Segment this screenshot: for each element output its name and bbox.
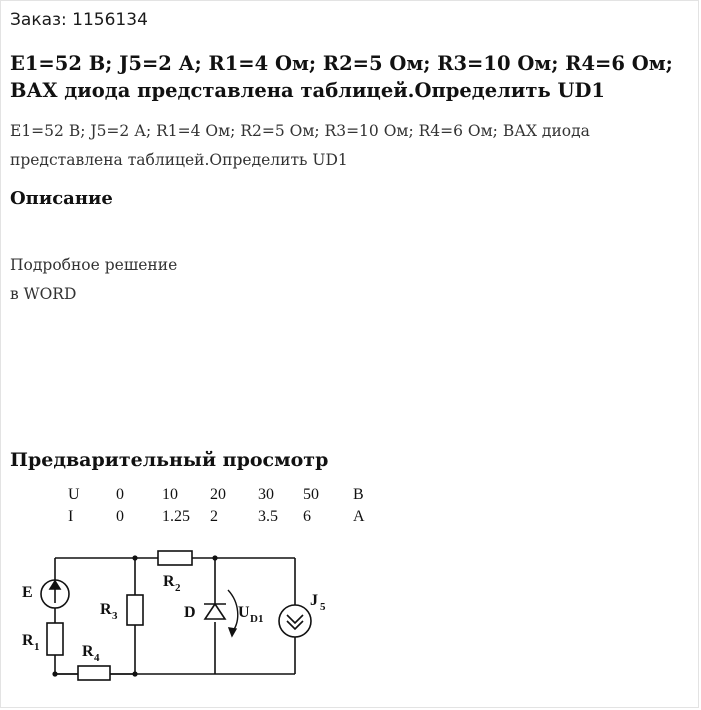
resistor-r4 [78,666,110,680]
order-number: Заказ: 1156134 [10,10,148,30]
table-cell: 1.25 [162,508,190,525]
table-cell: U [68,486,80,503]
svg-text:D1: D1 [250,613,264,625]
svg-text:5: 5 [320,601,326,613]
iv-table [68,486,365,525]
source-j5 [279,605,311,637]
table-cell: 6 [303,508,311,525]
table-cell: 0 [116,508,124,525]
preview-heading: Предварительный просмотр [10,449,329,471]
table-cell: 0 [116,486,124,503]
svg-text:3: 3 [112,610,118,622]
diode-d1 [204,604,226,619]
preview-image [0,478,420,708]
svg-text:R: R [163,573,175,590]
table-cell: 2 [210,508,218,525]
table-cell: 10 [162,486,178,503]
description-line-1: Подробное решение [10,256,178,274]
task-statement: E1=52 В; J5=2 А; R1=4 Ом; R2=5 Ом; R3=10 Ом; R4=6 Ом; ВАХ диода представлена таблицей.Определить UD1 [10,122,590,169]
description-heading: Описание [10,188,113,209]
description-line-2: в WORD [10,285,77,303]
table-cell: А [353,508,365,525]
resistor-r2 [158,551,192,565]
svg-text:1: 1 [34,641,40,653]
voltage-arrow [228,590,238,636]
svg-text:E: E [22,584,33,601]
svg-text:U: U [238,604,250,621]
table-cell: I [68,508,74,525]
svg-text:4: 4 [94,652,100,664]
svg-text:2: 2 [175,582,181,594]
svg-text:R: R [100,601,112,618]
table-cell: 50 [303,486,319,503]
page-title: E1=52 В; J5=2 А; R1=4 Ом; R2=5 Ом; R3=10 Ом; R4=6 Ом; ВАХ диода представлена таблицей.Определить UD1 [10,52,673,102]
resistor-r3 [127,595,143,625]
svg-text:R: R [22,632,34,649]
table-cell: 20 [210,486,226,503]
description-text [10,251,177,309]
table-cell: В [353,486,364,503]
svg-text:J: J [310,592,318,609]
svg-text:R: R [82,643,94,660]
table-cell: 30 [258,486,274,503]
svg-text:D: D [184,604,196,621]
table-cell: 3.5 [258,508,278,525]
resistor-r1 [47,623,63,655]
